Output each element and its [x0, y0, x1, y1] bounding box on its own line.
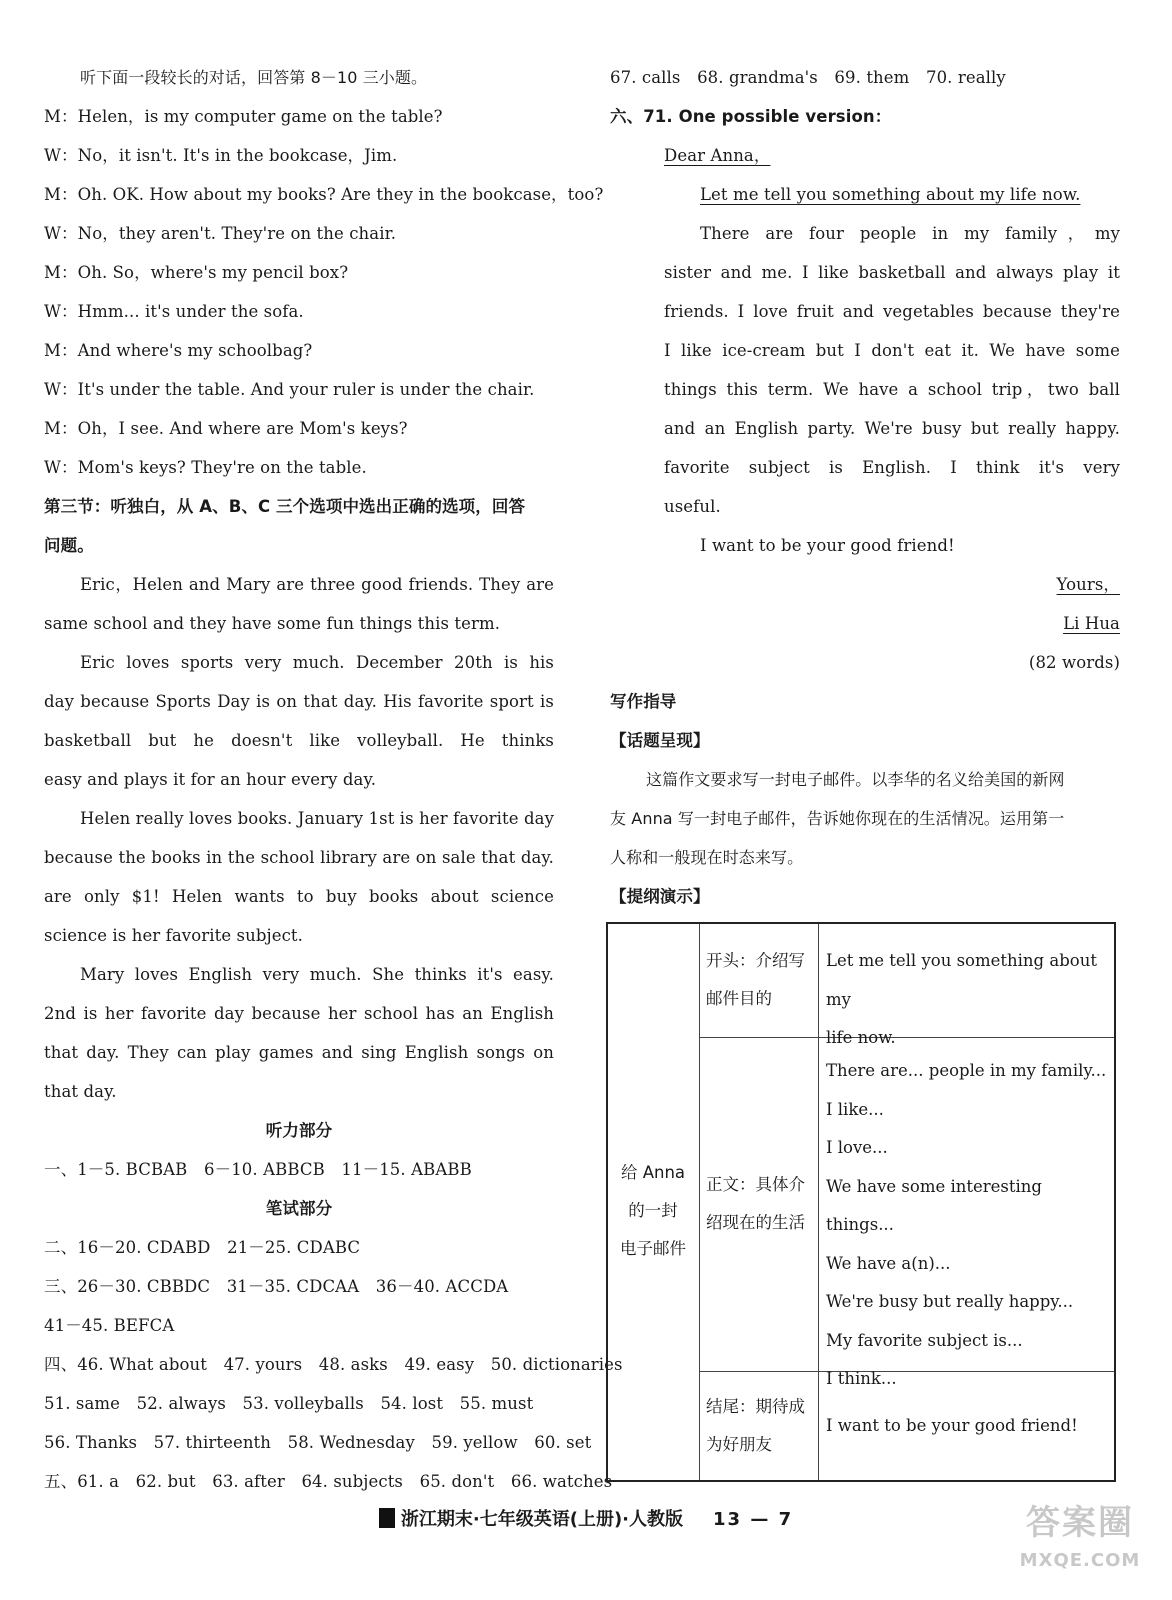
outline-label-line: 绍现在的生活 — [706, 1213, 805, 1232]
dialogue-line: M：Helen，is my computer game on the table? — [44, 107, 443, 126]
outline-label: 【提纲演示】 — [610, 887, 710, 906]
letter-closing: I want to be your good friend! — [700, 536, 955, 555]
outline-content-line: My favorite subject is... — [826, 1330, 1023, 1350]
section3-heading-cont: 问题。 — [44, 536, 94, 555]
guide-heading: 写作指导 — [610, 692, 677, 711]
outline-row-label — [700, 924, 819, 1038]
outline-content-line: Let me tell you something about my — [826, 951, 1097, 1009]
letter-greeting: Dear Anna， — [664, 146, 771, 165]
monologue-line: are only $1! Helen wants to buy books about science — [44, 887, 554, 906]
outline-label-line: 结尾：期待成 — [706, 1397, 805, 1416]
page-number: 13 — 7 — [713, 1509, 794, 1530]
section3-heading: 第三节：听独白，从 A、B、C 三个选项中选出正确的选项，回答 — [44, 497, 526, 516]
outline-content-line: life now. — [826, 1028, 896, 1047]
outline-table — [606, 922, 1116, 1482]
dialogue-line: W：Hmm... it's under the sofa. — [44, 302, 304, 321]
dialogue-line: M：Oh，I see. And where are Mom's keys? — [44, 419, 408, 438]
outline-topic-line: 电子邮件 — [620, 1239, 686, 1258]
answers-part4: 四、46. What about 47. yours 48. asks 49. easy 50. dictionaries — [44, 1355, 623, 1374]
monologue-line: day because Sports Day is on that day. His favorite sport is — [44, 692, 554, 711]
monologue-line: that day. They can play games and sing English songs on — [44, 1043, 554, 1062]
monologue-line: Eric loves sports very much. December 20th is his — [80, 653, 554, 672]
written-heading: 笔试部分 — [265, 1199, 333, 1218]
answers-part3: 三、26－30. CBBDC 31－35. CDCAA 36－40. ACCDA — [44, 1277, 509, 1296]
outline-row-content — [819, 1038, 1114, 1388]
letter-body-line: things this term. We have a school trip，two ball — [664, 380, 1120, 399]
monologue-line: Mary loves English very much. She thinks it's easy. — [80, 965, 554, 984]
outline-row-content — [819, 924, 1114, 1047]
monologue-line: same school and they have some fun things this term. — [44, 614, 501, 633]
outline-topic-line: 给 Anna — [620, 1163, 686, 1182]
letter-signature: Li Hua — [1063, 614, 1120, 633]
footer-title: 浙江期末·七年级英语(上册)·人教版 — [400, 1509, 684, 1530]
dialogue-line: W：No，it isn't. It's in the bookcase，Jim. — [44, 146, 398, 165]
answers-part4-cont: 51. same 52. always 53. volleyballs 54. lost 55. must — [44, 1394, 534, 1413]
listening-heading: 听力部分 — [265, 1121, 333, 1140]
answers-part2: 二、16－20. CDABD 21－25. CDABC — [44, 1238, 361, 1257]
outline-content-line: I love... — [826, 1138, 888, 1157]
watermark — [1010, 1500, 1150, 1590]
outline-row-label — [700, 1372, 819, 1480]
monologue-line: easy and plays it for an hour every day. — [44, 770, 377, 789]
footer-block-icon — [379, 1508, 395, 1528]
right-column — [610, 58, 1120, 916]
monologue-line: because the books in the school library are on sale that day. — [44, 848, 554, 867]
left-column — [44, 58, 623, 1501]
outline-content-line: We're busy but really happy... — [826, 1292, 1074, 1311]
outline-label-line: 邮件目的 — [706, 989, 772, 1008]
dialogue-line: W：It's under the table. And your ruler is under the chair. — [44, 380, 535, 399]
dialogue-intro: 听下面一段较长的对话，回答第 8－10 三小题。 — [80, 68, 428, 87]
monologue-line: basketball but he doesn't like volleyball. He thinks — [44, 731, 554, 750]
outline-content-line: I like... — [826, 1099, 884, 1119]
letter-body-line: friends. I love fruit and vegetables because they're — [664, 302, 1120, 321]
letter-body-line: favorite subject is English. I think it's very — [664, 458, 1120, 477]
outline-content-line: I think... — [826, 1369, 897, 1388]
outline-topic-line: 的一封 — [628, 1201, 678, 1220]
watermark-url: MXQE.COM — [1019, 1550, 1141, 1571]
letter-body-line: I like ice-cream but I don't eat it. We have some — [664, 341, 1120, 360]
letter-body-line: There are four people in my family，my — [700, 224, 1120, 243]
answers-listening: 一、1－5. BCBAB 6－10. ABBCB 11－15. ABABB — [44, 1160, 472, 1179]
monologue-line: Eric，Helen and Mary are three good friends. They are — [80, 575, 554, 594]
dialogue-line: M：Oh. So，where's my pencil box? — [44, 263, 349, 282]
essay-label: 六、71. One possible version： — [610, 107, 892, 126]
outline-row-content — [819, 1372, 1114, 1480]
word-count: (82 words) — [1028, 653, 1120, 672]
topic-text-line: 这篇作文要求写一封电子邮件。以李华的名义给美国的新网 — [646, 770, 1065, 789]
page-footer — [0, 1500, 1172, 1540]
answers-part5-cont: 67. calls 68. grandma's 69. them 70. really — [610, 68, 1006, 87]
answers-part3-cont: 41－45. BEFCA — [44, 1316, 175, 1335]
outline-row-label — [700, 1038, 819, 1372]
outline-content-line: There are... people in my family... — [826, 1061, 1107, 1080]
outline-topic-cell — [608, 924, 700, 1480]
outline-content-line: We have some interesting things... — [826, 1176, 1042, 1234]
dialogue-line: W：No，they aren't. They're on the chair. — [44, 224, 397, 243]
letter-body-line: sister and me. I like basketball and always play it — [664, 263, 1120, 282]
outline-label-line: 为好朋友 — [706, 1435, 772, 1454]
dialogue-line: M：Oh. OK. How about my books? Are they in the bookcase，too? — [44, 185, 604, 204]
topic-text-line: 人称和一般现在时态来写。 — [610, 848, 804, 867]
monologue-line: science is her favorite subject. — [44, 926, 303, 945]
letter-opening: Let me tell you something about my life now. — [700, 185, 1081, 204]
letter-body-line: useful. — [664, 497, 721, 516]
answers-part5: 五、61. a 62. but 63. after 64. subjects 65. don't 66. watches — [44, 1472, 613, 1491]
monologue-line: that day. — [44, 1082, 117, 1101]
outline-content-line: I want to be your good friend! — [826, 1416, 1078, 1435]
watermark-logo: 答案圈 — [1026, 1503, 1134, 1543]
monologue-line: 2nd is her favorite day because her school has an English — [44, 1004, 554, 1023]
outline-content-line: We have a(n)... — [826, 1253, 951, 1273]
dialogue-line: M：And where's my schoolbag? — [44, 341, 313, 360]
answers-part4-cont: 56. Thanks 57. thirteenth 58. Wednesday 59. yellow 60. set — [44, 1433, 592, 1452]
monologue-line: Helen really loves books. January 1st is her favorite day — [80, 809, 554, 828]
topic-text-line: 友 Anna 写一封电子邮件，告诉她你现在的生活情况。运用第一 — [610, 809, 1065, 828]
topic-label: 【话题呈现】 — [610, 731, 710, 750]
dialogue-line: W：Mom's keys? They're on the table. — [44, 458, 367, 477]
outline-label-line: 正文：具体介 — [706, 1175, 805, 1194]
letter-body-line: and an English party. We're busy but really happy. — [664, 419, 1120, 438]
outline-label-line: 开头：介绍写 — [706, 951, 805, 970]
letter-signoff: Yours， — [1056, 575, 1120, 594]
